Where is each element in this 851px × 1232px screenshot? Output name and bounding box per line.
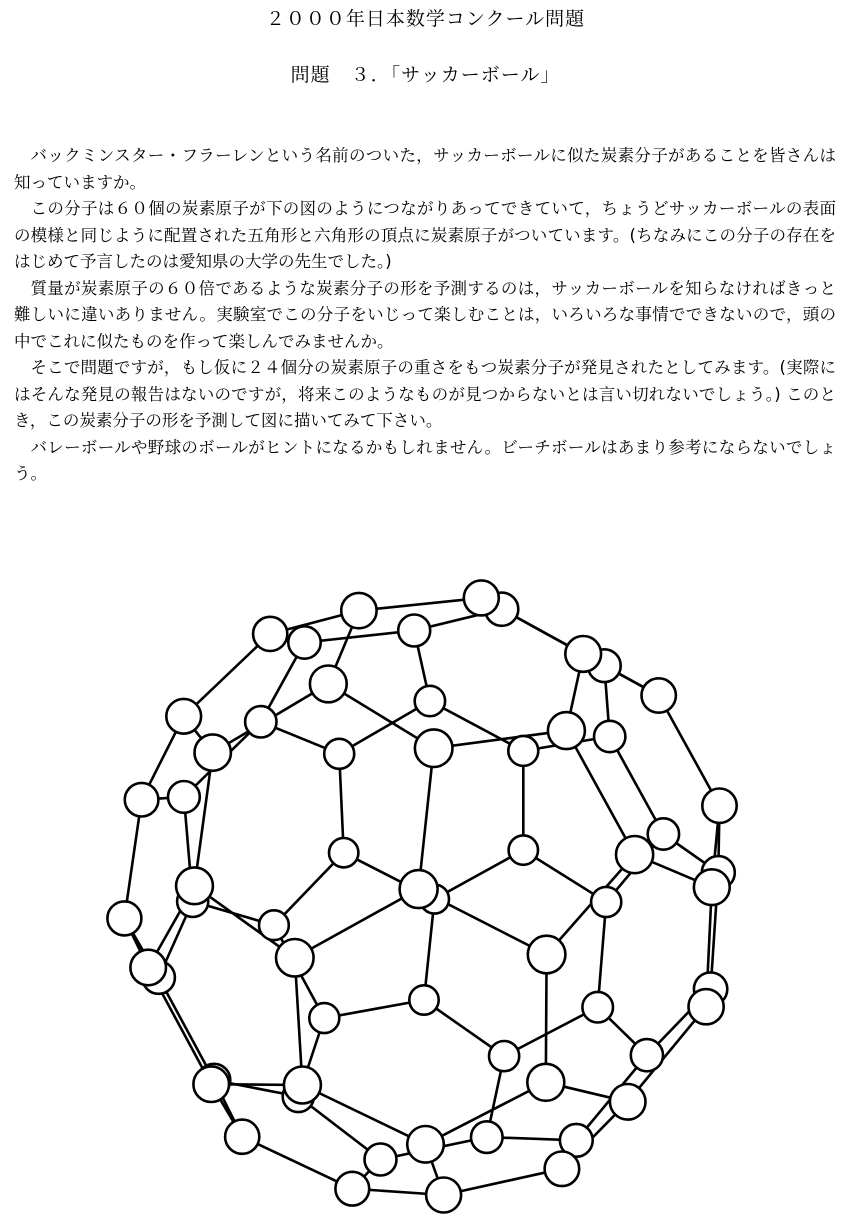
problem-statement (14, 143, 836, 488)
carbon-atom (616, 836, 653, 873)
carbon-atom (176, 867, 213, 904)
carbon-atom (259, 910, 289, 940)
carbon-atom (253, 617, 287, 651)
carbon-atom (648, 818, 679, 849)
carbon-atom (508, 736, 538, 766)
carbon-atom (548, 712, 585, 749)
bond-line (419, 748, 434, 889)
bond-line (195, 753, 213, 886)
carbon-atom (591, 887, 621, 917)
carbon-atom (702, 789, 736, 823)
carbon-atom (225, 1120, 259, 1154)
carbon-atom (689, 989, 724, 1024)
paragraph-prediction: 質量が炭素原子の６０倍であるような炭素分子の形を予測するのは，サッカーボールを知らなければきっと難しいに違いありません。実験室でこの分子をいじって楽しむことは，いろいろな事情でできないので，頭の中でこれに似たものを作って楽しんでみませんか。 (14, 278, 836, 351)
carbon-atom (610, 1084, 646, 1120)
carbon-atom (407, 1126, 444, 1163)
carbon-atom (464, 580, 499, 615)
carbon-atom (426, 1178, 461, 1213)
paragraph-structure: この分子は６０個の炭素原子が下の図のようにつながりあってできていて，ちょうどサッカーボールの表面の模様と同じように配置された五角形と六角形の頂点に炭素原子がついています。(ちなみにこの分子の存在をはじめて予言したのは愛知県の大学の先生でした。) (14, 199, 836, 271)
fullerene-figure (0, 560, 851, 1232)
carbon-atom (565, 636, 601, 672)
carbon-atom (168, 781, 200, 813)
carbon-atom (528, 936, 566, 974)
carbon-atom (642, 678, 676, 712)
carbon-atom (130, 950, 166, 986)
bond-line (295, 889, 419, 958)
carbon-atom (193, 1066, 229, 1102)
paragraph-hint: バレーボールや野球のボールがヒントになるかもしれません。ビーチボールはあまり参考にならないでしょう。 (14, 437, 836, 483)
carbon-atom (527, 1064, 564, 1101)
carbon-atom (694, 869, 730, 905)
carbon-atoms (107, 580, 736, 1212)
carbon-atom (471, 1121, 503, 1153)
carbon-atom (329, 838, 358, 867)
fullerene-diagram (0, 560, 851, 1232)
carbon-atom (409, 985, 438, 1014)
carbon-atom (125, 783, 159, 817)
carbon-atom (166, 699, 201, 734)
carbon-atom (341, 593, 376, 628)
paragraph-question: そこで問題ですが，もし仮に２４個分の炭素原子の重さをもつ炭素分子が発見されたとしてみます。(実際にはそんな発見の報告はないのですが，将来このようなものが見つからないとは言い切れないでしょう。) このとき，この炭素分子の形を予測して図に描いてみて下さい。 (14, 358, 836, 430)
problem-title: 問題 ３．「サッカーボール」 (290, 64, 561, 86)
document-title: ２０００年日本数学コンクール問題 (265, 8, 586, 30)
carbon-atom (398, 615, 430, 647)
carbon-atom (400, 870, 438, 908)
paragraph-intro: バックミンスター・フラーレンという名前のついた，サッカーボールに似た炭素分子があることを皆さんは知っていますか。 (14, 146, 836, 192)
carbon-atom (415, 686, 445, 716)
bond-line (659, 696, 720, 806)
carbon-atom (582, 992, 613, 1023)
carbon-atom (195, 734, 231, 770)
carbon-atom (245, 706, 276, 737)
carbon-atom (365, 1144, 397, 1176)
carbon-atom (107, 901, 141, 935)
carbon-atom (631, 1039, 663, 1071)
carbon-atom (276, 939, 314, 977)
carbon-atom (415, 729, 453, 767)
carbon-atom (509, 835, 538, 864)
carbon-atom (335, 1172, 369, 1206)
carbon-atom (310, 666, 347, 703)
carbon-atom (545, 1152, 580, 1187)
carbon-atom (594, 721, 625, 752)
carbon-atom (284, 1067, 321, 1104)
carbon-atom (309, 1003, 339, 1033)
carbon-atom (288, 626, 320, 658)
carbon-atom (489, 1041, 519, 1071)
carbon-atom (324, 739, 354, 769)
